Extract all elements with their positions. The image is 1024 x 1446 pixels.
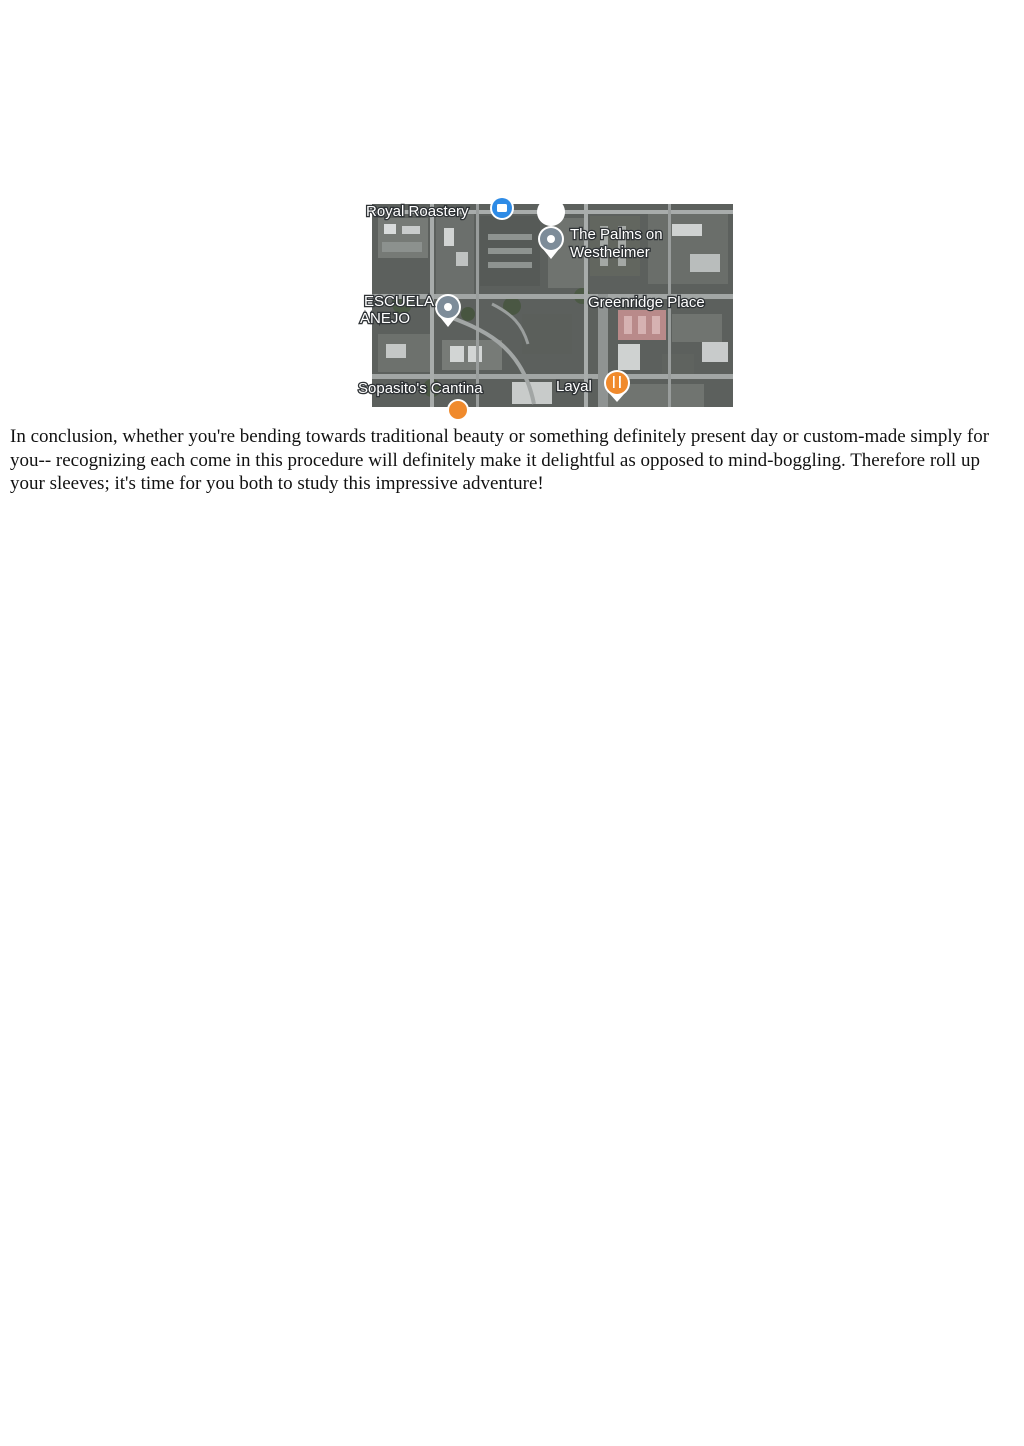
greenridge-label: Greenridge Place	[588, 294, 705, 311]
royal-roastery-pin[interactable]	[490, 196, 514, 220]
satellite-map-graphic	[358, 203, 733, 407]
palms-label-line1: The Palms on	[570, 226, 663, 243]
bottom-pin[interactable]	[447, 399, 469, 421]
layal-label: Layal	[556, 378, 592, 395]
cantina-label: Sopasito's Cantina	[358, 380, 483, 397]
royal-roastery-label: Royal Roastery	[366, 203, 469, 220]
escuela-label-line2: ANEJO	[360, 310, 411, 327]
escuela-label-line1: ESCUELA	[364, 293, 435, 310]
satellite-map-image	[358, 203, 733, 407]
palms-label-line2: Westheimer	[570, 244, 650, 261]
body-paragraph: In conclusion, whether you're bending towards traditional beauty or something definitely present day or custom-made simply for you-- recognizing each come in this procedure will definitely make it delightful as opposed to mind-boggling. Therefore roll up your sleeves; it's time for you both to study this impressive adventure!	[10, 426, 990, 494]
